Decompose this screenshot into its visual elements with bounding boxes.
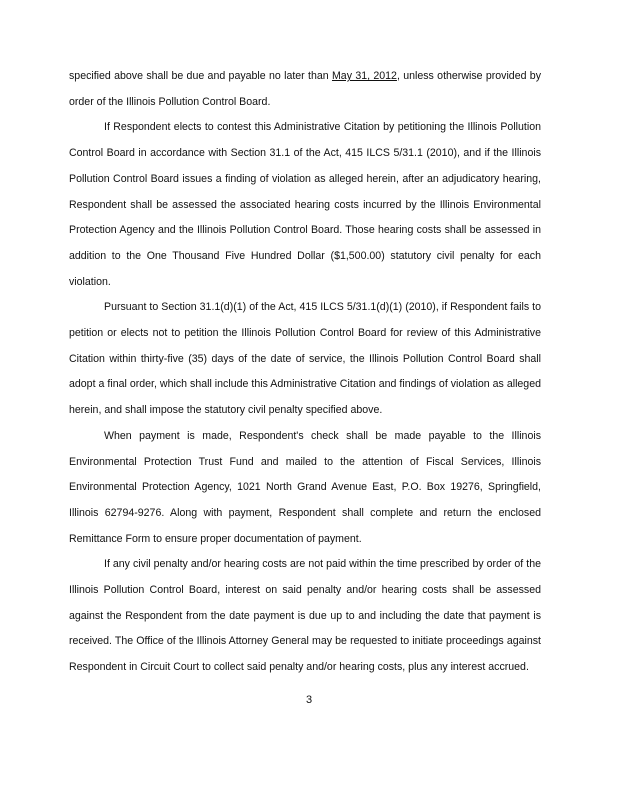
document-body	[69, 64, 541, 681]
paragraph-payment-due-text-before: specified above shall be due and payable no later than	[69, 70, 332, 82]
paragraph-payment-due	[69, 64, 541, 115]
paragraph-contest-citation: If Respondent elects to contest this Administrative Citation by petitioning the Illinois Pollution Control Board in accordance with Section 31.1 of the Act, 415 ILCS 5/31.1 (2010), and if the Illinois Pollution Control Board issues a finding of violation as alleged herein, after an adjudicatory hearing, Respondent shall be assessed the associated hearing costs incurred by the Illinois Environmental Protection Agency and the Illinois Pollution Control Board. Those hearing costs shall be assessed in addition to the One Thousand Five Hundred Dollar ($1,500.00) statutory civil penalty for each violation.	[69, 121, 541, 288]
paragraph-payment-due-text-after: , unless otherwise provided by order of the Illinois Pollution Control Board.	[69, 70, 541, 108]
payment-due-date: May 31, 2012	[331, 70, 397, 82]
page-number: 3	[305, 694, 313, 706]
paragraph-interest-collection: If any civil penalty and/or hearing costs are not paid within the time prescribed by order of the Illinois Pollution Control Board, interest on said penalty and/or hearing costs shall be assessed against the Respondent from the date payment is due up to and including the date that payment is received. The Office of the Illinois Attorney General may be requested to initiate proceedings against Respondent in Circuit Court to collect said penalty and/or hearing costs, plus any interest accrued.	[69, 558, 541, 674]
paragraph-payment-instructions: When payment is made, Respondent's check shall be made payable to the Illinois Environmental Protection Trust Fund and mailed to the attention of Fiscal Services, Illinois Environmental Protection Agency, 1021 North Grand Avenue East, P.O. Box 19276, Springfield, Illinois 62794-9276. Along with payment, Respondent shall complete and return the enclosed Remittance Form to ensure proper documentation of payment.	[69, 429, 541, 545]
paragraph-final-order: Pursuant to Section 31.1(d)(1) of the Act, 415 ILCS 5/31.1(d)(1) (2010), if Respondent fails to petition or elects not to petition the Illinois Pollution Control Board for review of this Administrative Citation within thirty-five (35) days of the date of service, the Illinois Pollution Control Board shall adopt a final order, which shall include this Administrative Citation and findings of violation as alleged herein, and shall impose the statutory civil penalty specified above.	[69, 301, 541, 417]
